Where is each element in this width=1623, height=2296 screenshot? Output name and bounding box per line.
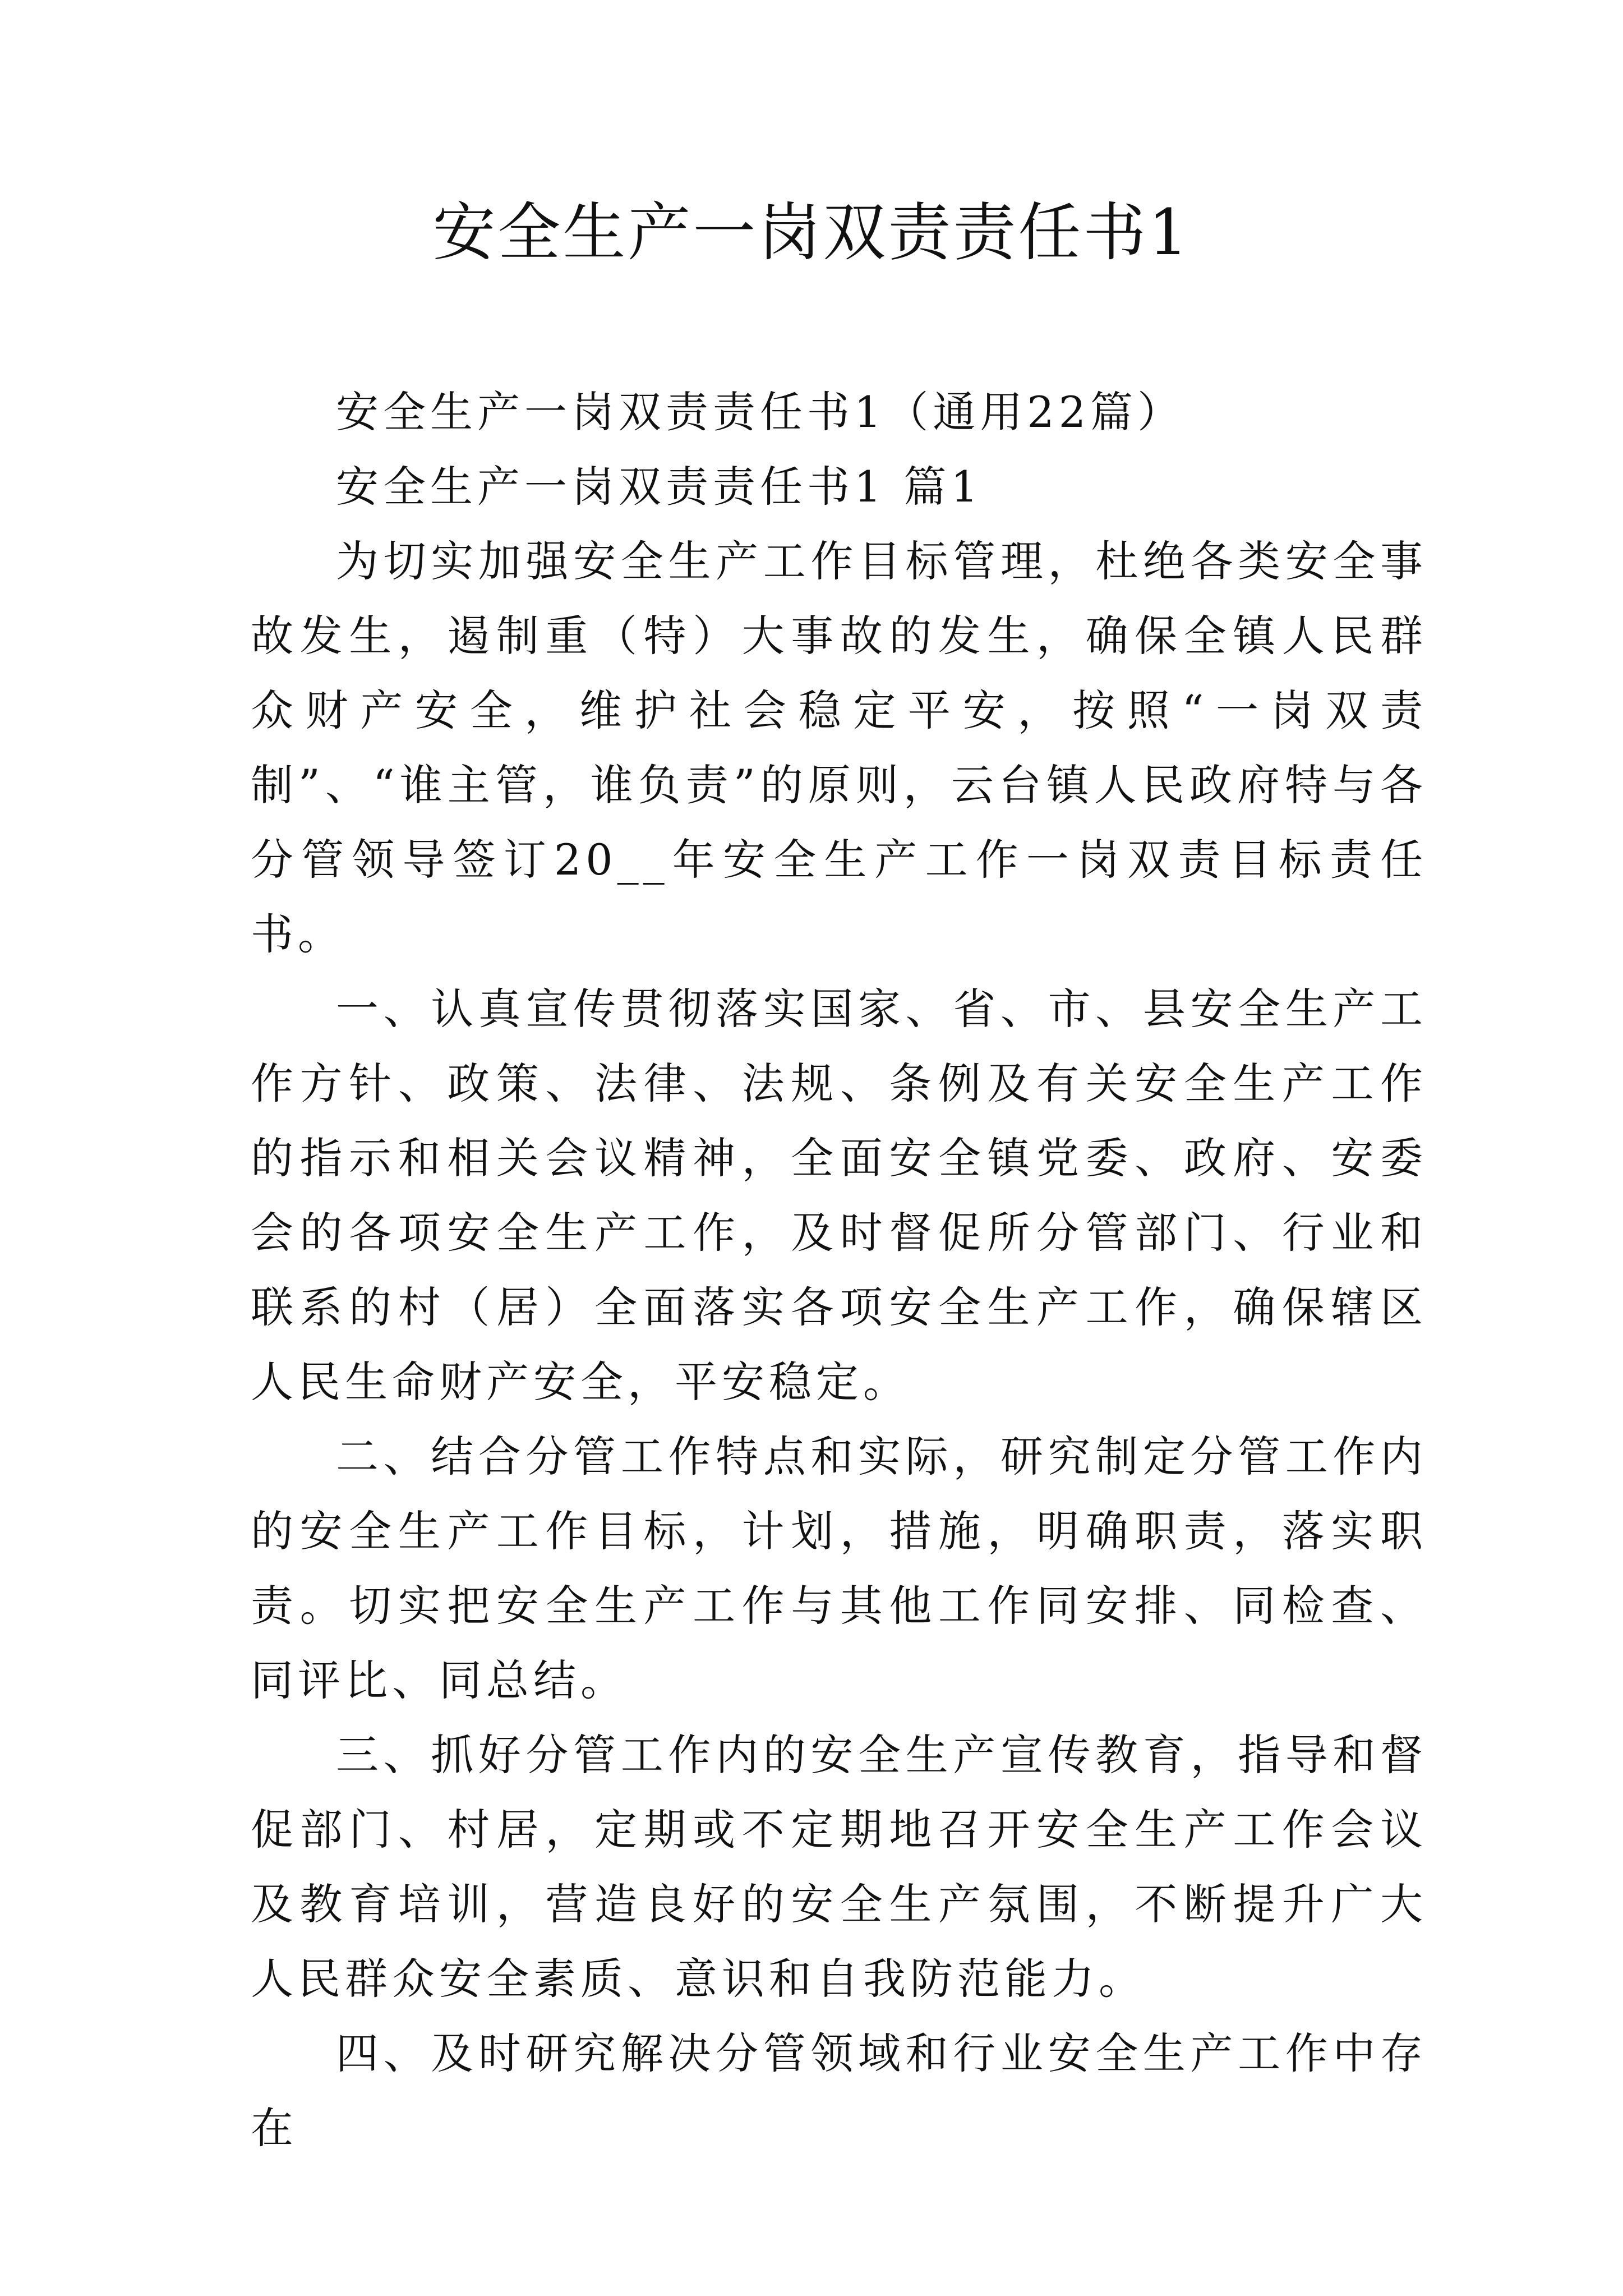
clause-three-paragraph: 三、抓好分管工作内的安全生产宣传教育，指导和督促部门、村居，定期或不定期地召开安全生产工作会议及教育培训，营造良好的安全生产氛围，不断提升广大人民群众安全素质、意识和自我防范能力。	[251, 1730, 1427, 2004]
intro-paragraph: 为切实加强安全生产工作目标管理，杜绝各类安全事故发生，遏制重（特）大事故的发生，确保全镇人民群众财产安全，维护社会稳定平安，按照“一岗双责制”、“谁主管，谁负责”的原则，云台镇人民政府特与各分管领导签订20__年安全生产工作一岗双责目标责任书。	[251, 536, 1427, 959]
clause-one-paragraph: 一、认真宣传贯彻落实国家、省、市、县安全生产工作方针、政策、法律、法规、条例及有关安全生产工作的指示和相关会议精神，全面安全镇党委、政府、安委会的各项安全生产工作，及时督促所分管部门、行业和联系的村（居）全面落实各项安全生产工作，确保辖区人民生命财产安全，平安稳定。	[251, 984, 1427, 1407]
subtitle-paragraph: 安全生产一岗双责责任书1（通用22篇）	[336, 387, 1185, 437]
clause-two-paragraph: 二、结合分管工作特点和实际，研究制定分管工作内的安全生产工作目标，计划，措施，明确职责，落实职责。切实把安全生产工作与其他工作同安排、同检查、同评比、同总结。	[251, 1432, 1427, 1705]
clause-four-paragraph: 四、及时研究解决分管领域和行业安全生产工作中存在	[251, 2028, 1427, 2153]
document-title: 安全生产一岗双责责任书1	[432, 196, 1191, 269]
section-heading: 安全生产一岗双责责任书1 篇1	[336, 462, 983, 512]
document-body	[251, 375, 1427, 2165]
